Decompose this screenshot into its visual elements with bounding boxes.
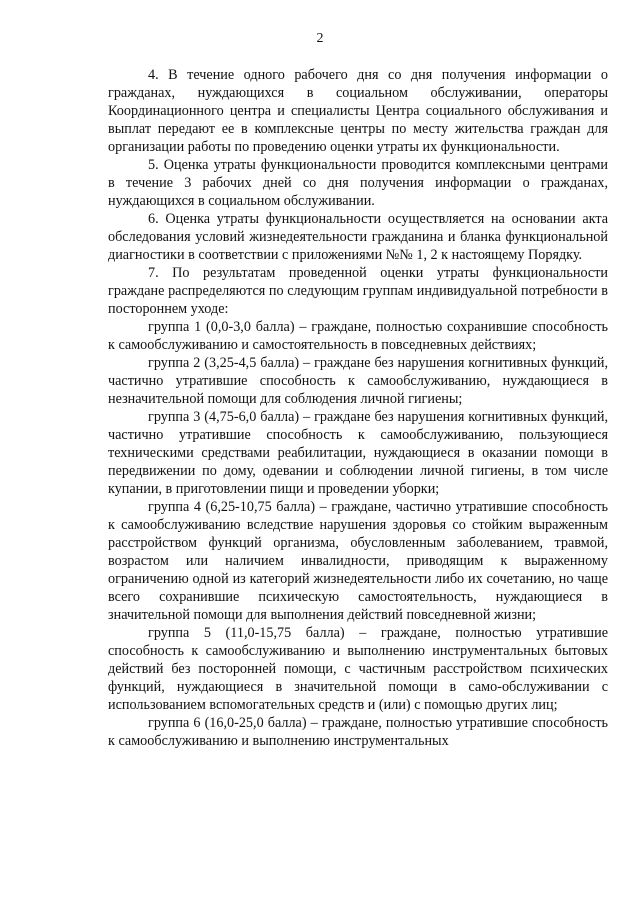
group-2-paragraph: группа 2 (3,25-4,5 балла) – граждане без нарушения когнитивных функций, частично утратившие способность к самообслуживанию, нуждающиеся в незначительной помощи для соблюдения личной гигиены;: [108, 355, 608, 407]
document-body: [108, 66, 608, 750]
group-5-paragraph: группа 5 (11,0-15,75 балла) – граждане, полностью утратившие способность к самообслуживанию и выполнению инструментальных бытовых действий без посторонней помощи, с частичным расстройством психических функций, нуждающиеся в значительной помощи в само-обслуживании с использованием вспомогательных средств и (или) с помощью других лиц;: [108, 625, 608, 713]
group-1-paragraph: группа 1 (0,0-3,0 балла) – граждане, полностью сохранившие способность к самообслуживанию и самостоятельность в повседневных действиях;: [108, 319, 608, 353]
group-3-paragraph: группа 3 (4,75-6,0 балла) – граждане без нарушения когнитивных функций, частично утратившие способность к самообслуживанию, пользующиеся техническими средствами реабилитации, нуждающиеся в оказании помощи в передвижении по дому, одевании и соблюдении личной гигиены, в том числе купании, в приготовлении пищи и проведении уборки;: [108, 409, 608, 497]
paragraph-item-4: 4. В течение одного рабочего дня со дня получения информации о гражданах, нуждающихся в социальном обслуживании, операторы Координационного центра и специалисты Центра социального обслуживания и выплат передают ее в комплексные центры по месту жительства граждан для организации работы по проведению оценки утраты их функциональности.: [108, 67, 608, 155]
paragraph-item-7: 7. По результатам проведенной оценки утраты функциональности граждане распределяются по следующим группам индивидуальной потребности в постороннем уходе:: [108, 265, 608, 317]
group-6-paragraph: группа 6 (16,0-25,0 балла) – граждане, полностью утратившие способность к самообслуживанию и выполнению инструментальных: [108, 715, 608, 749]
page-number: 2: [316, 31, 324, 46]
group-4-paragraph: группа 4 (6,25-10,75 балла) – граждане, частично утратившие способность к самообслуживанию вследствие нарушения здоровья со стойким выраженным расстройством функций организма, обусловленным заболеванием, травмой, возрастом или наличием инвалидности, приводящим к выраженному ограничению одной из категорий жизнедеятельности либо их сочетанию, но чаще всего сохранившие психическую самостоятельность, нуждающиеся в значительной помощи для выполнения действий повседневной жизни;: [108, 499, 608, 623]
paragraph-item-5: 5. Оценка утраты функциональности проводится комплексными центрами в течение 3 рабочих дней со дня получения информации о гражданах, нуждающихся в социальном обслуживании.: [108, 157, 608, 209]
paragraph-item-6: 6. Оценка утраты функциональности осуществляется на основании акта обследования условий жизнедеятельности гражданина и бланка функциональной диагностики в соответствии с приложениями №№ 1, 2 к настоящему Порядку.: [108, 211, 608, 263]
